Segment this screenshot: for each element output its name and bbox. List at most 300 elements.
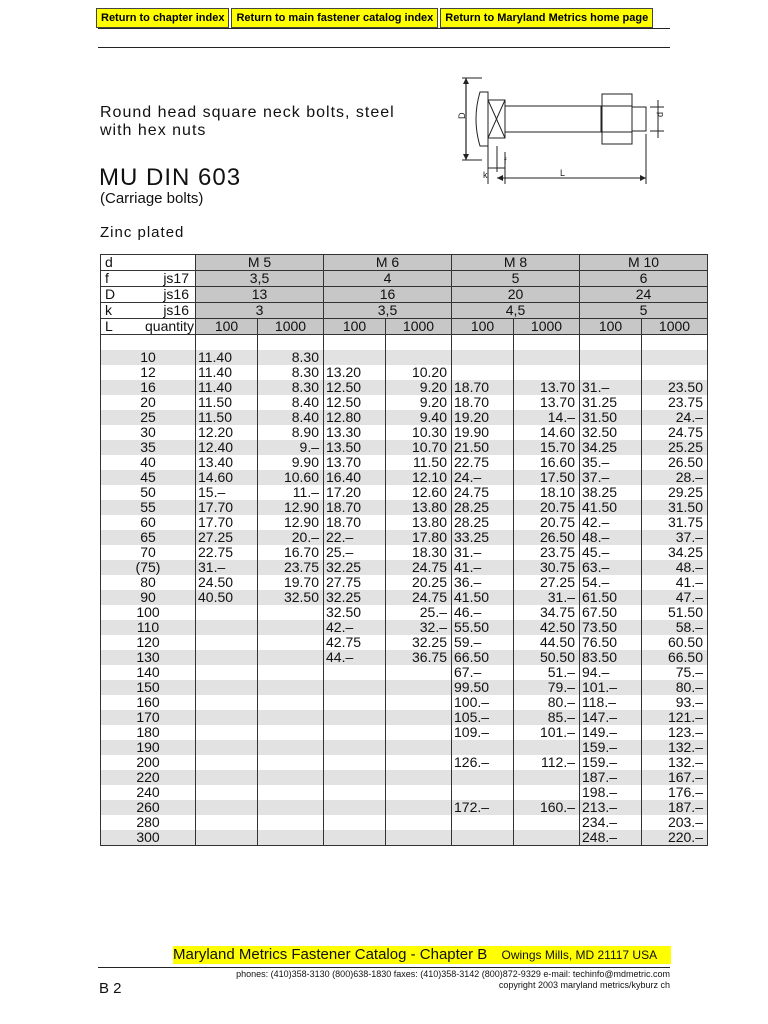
price-cell: 25.–: [386, 605, 452, 620]
table-row: [101, 815, 708, 830]
price-cell: [386, 800, 452, 815]
page-number: B 2: [99, 980, 122, 997]
price-cell: 44.–: [324, 650, 386, 665]
price-cell: [452, 740, 514, 755]
product-code: MU DIN 603: [99, 164, 242, 191]
price-cell: 132.–: [642, 755, 708, 770]
table-row: [101, 425, 708, 440]
price-cell: 63.–: [580, 560, 642, 575]
price-cell: 40.50: [196, 590, 258, 605]
price-cell: 8.40: [258, 410, 324, 425]
length-cell: 190: [101, 740, 196, 755]
price-cell: 118.–: [580, 695, 642, 710]
product-subtitle: (Carriage bolts): [100, 190, 204, 207]
price-cell: 12.80: [324, 410, 386, 425]
price-cell: 28.–: [642, 470, 708, 485]
footer-title: [173, 946, 671, 964]
header-row-D: [101, 287, 708, 303]
length-cell: 80: [101, 575, 196, 590]
price-cell: 75.–: [642, 665, 708, 680]
price-cell: [514, 815, 580, 830]
price-cell: 11.50: [196, 410, 258, 425]
price-cell: [514, 785, 580, 800]
price-cell: 11.50: [196, 395, 258, 410]
price-cell: 22.75: [452, 455, 514, 470]
price-cell: 55.50: [452, 620, 514, 635]
header-k-label: k: [105, 302, 112, 318]
price-cell: 17.80: [386, 530, 452, 545]
price-cell: 13.50: [324, 440, 386, 455]
length-cell: 25: [101, 410, 196, 425]
price-cell: 9.20: [386, 380, 452, 395]
price-cell: 24.–: [642, 410, 708, 425]
price-cell: [514, 830, 580, 846]
length-cell: 70: [101, 545, 196, 560]
top-rule: [98, 28, 670, 29]
price-cell: 234.–: [580, 815, 642, 830]
price-cell: 44.50: [514, 635, 580, 650]
price-cell: 33.25: [452, 530, 514, 545]
price-cell: 31.50: [580, 410, 642, 425]
length-cell: 300: [101, 830, 196, 846]
price-cell: [196, 620, 258, 635]
table-row: [101, 755, 708, 770]
price-cell: [452, 350, 514, 365]
price-cell: 8.30: [258, 365, 324, 380]
price-cell: 19.70: [258, 575, 324, 590]
price-cell: [324, 710, 386, 725]
price-cell: 80.–: [642, 680, 708, 695]
price-cell: 61.50: [580, 590, 642, 605]
price-cell: 32.50: [258, 590, 324, 605]
price-cell: 17.70: [196, 500, 258, 515]
table-row: [101, 650, 708, 665]
price-cell: 16.40: [324, 470, 386, 485]
price-cell: 46.–: [452, 605, 514, 620]
catalog-index-link[interactable]: Return to main fastener catalog index: [231, 8, 438, 28]
price-cell: 18.70: [324, 515, 386, 530]
price-cell: 101.–: [580, 680, 642, 695]
footer-contact: [236, 969, 670, 991]
price-cell: 19.20: [452, 410, 514, 425]
price-cell: [514, 740, 580, 755]
price-cell: 167.–: [642, 770, 708, 785]
price-cell: 159.–: [580, 740, 642, 755]
price-cell: 51.–: [514, 665, 580, 680]
price-cell: [642, 365, 708, 380]
price-cell: [452, 785, 514, 800]
price-cell: [196, 800, 258, 815]
table-row: [101, 800, 708, 815]
price-cell: [642, 350, 708, 365]
price-cell: 149.–: [580, 725, 642, 740]
table-row: [101, 350, 708, 365]
price-cell: 34.25: [642, 545, 708, 560]
price-cell: 26.50: [514, 530, 580, 545]
price-cell: 176.–: [642, 785, 708, 800]
price-cell: 12.90: [258, 515, 324, 530]
price-cell: [258, 635, 324, 650]
price-cell: 13.20: [324, 365, 386, 380]
price-cell: 37.–: [642, 530, 708, 545]
header-D-label: D: [105, 286, 116, 302]
price-cell: 20.75: [514, 515, 580, 530]
price-cell: 24.75: [386, 590, 452, 605]
price-cell: 42.–: [324, 620, 386, 635]
price-cell: 51.50: [642, 605, 708, 620]
dim-D-label: D: [457, 112, 467, 119]
price-cell: [258, 710, 324, 725]
price-cell: 20.75: [514, 500, 580, 515]
price-cell: 45.–: [580, 545, 642, 560]
price-cell: [196, 815, 258, 830]
length-cell: 150: [101, 680, 196, 695]
length-cell: 260: [101, 800, 196, 815]
price-cell: 20.–: [258, 530, 324, 545]
size-m8: M 8: [452, 255, 580, 271]
price-cell: 24.75: [386, 560, 452, 575]
price-cell: 10.20: [386, 365, 452, 380]
length-cell: 110: [101, 620, 196, 635]
price-cell: 123.–: [642, 725, 708, 740]
length-cell: 200: [101, 755, 196, 770]
price-cell: [324, 815, 386, 830]
price-cell: 66.50: [452, 650, 514, 665]
price-cell: 25.–: [324, 545, 386, 560]
price-cell: 8.90: [258, 425, 324, 440]
price-cell: 32.50: [580, 425, 642, 440]
length-cell: 180: [101, 725, 196, 740]
price-cell: 14.–: [514, 410, 580, 425]
price-cell: [324, 755, 386, 770]
price-cell: 67.–: [452, 665, 514, 680]
price-cell: [452, 770, 514, 785]
price-cell: [386, 680, 452, 695]
price-cell: [258, 800, 324, 815]
D-m5: 13: [196, 287, 324, 303]
table-row: [101, 470, 708, 485]
price-cell: 9.20: [386, 395, 452, 410]
price-cell: 31.50: [642, 500, 708, 515]
price-cell: 59.–: [452, 635, 514, 650]
home-page-link[interactable]: Return to Maryland Metrics home page: [440, 8, 653, 28]
length-cell: 45: [101, 470, 196, 485]
price-cell: [386, 830, 452, 846]
table-row: [101, 770, 708, 785]
qty-100: 100: [580, 319, 642, 335]
price-cell: 42.50: [514, 620, 580, 635]
price-cell: 18.70: [452, 380, 514, 395]
price-cell: 15.70: [514, 440, 580, 455]
price-cell: 19.90: [452, 425, 514, 440]
price-cell: 48.–: [642, 560, 708, 575]
price-cell: 42.–: [580, 515, 642, 530]
header-row-d: [101, 255, 708, 271]
finish-label: Zinc plated: [100, 224, 185, 241]
length-cell: 65: [101, 530, 196, 545]
price-cell: 18.30: [386, 545, 452, 560]
price-cell: [324, 785, 386, 800]
table-row: [101, 635, 708, 650]
size-m6: M 6: [324, 255, 452, 271]
price-cell: 9.40: [386, 410, 452, 425]
length-cell: 16: [101, 380, 196, 395]
table-row: [101, 530, 708, 545]
price-cell: [580, 350, 642, 365]
k-m10: 5: [580, 303, 708, 319]
price-cell: 105.–: [452, 710, 514, 725]
k-m6: 3,5: [324, 303, 452, 319]
table-row: [101, 725, 708, 740]
k-m8: 4,5: [452, 303, 580, 319]
price-cell: [386, 710, 452, 725]
header-row-L: [101, 319, 708, 335]
price-cell: 16.60: [514, 455, 580, 470]
length-cell: 55: [101, 500, 196, 515]
price-cell: 85.–: [514, 710, 580, 725]
footer-rule: [98, 967, 670, 968]
length-cell: 12: [101, 365, 196, 380]
price-cell: [324, 695, 386, 710]
length-cell: 160: [101, 695, 196, 710]
qty-1000: 1000: [258, 319, 324, 335]
price-cell: [196, 650, 258, 665]
price-cell: [386, 350, 452, 365]
price-cell: 80.–: [514, 695, 580, 710]
price-cell: 31.–: [514, 590, 580, 605]
price-cell: 93.–: [642, 695, 708, 710]
length-cell: 170: [101, 710, 196, 725]
price-cell: 11.40: [196, 365, 258, 380]
price-cell: 9.–: [258, 440, 324, 455]
price-cell: [514, 770, 580, 785]
price-cell: [580, 365, 642, 380]
footer-company: Maryland Metrics: [173, 946, 288, 963]
price-cell: 60.50: [642, 635, 708, 650]
length-cell: 10: [101, 350, 196, 365]
price-cell: [196, 830, 258, 846]
price-table: [100, 254, 708, 846]
price-cell: 12.90: [258, 500, 324, 515]
price-cell: [386, 770, 452, 785]
price-cell: [386, 725, 452, 740]
table-row: [101, 395, 708, 410]
price-cell: 18.10: [514, 485, 580, 500]
table-row: [101, 785, 708, 800]
price-cell: 109.–: [452, 725, 514, 740]
table-row: [101, 440, 708, 455]
price-cell: 12.40: [196, 440, 258, 455]
price-cell: [324, 800, 386, 815]
price-cell: 34.75: [514, 605, 580, 620]
price-cell: [324, 740, 386, 755]
price-cell: [196, 680, 258, 695]
price-cell: [514, 350, 580, 365]
price-cell: 23.50: [642, 380, 708, 395]
price-cell: [258, 680, 324, 695]
price-rows: [101, 350, 708, 846]
price-cell: [324, 665, 386, 680]
price-cell: 10.30: [386, 425, 452, 440]
price-cell: 27.75: [324, 575, 386, 590]
price-cell: 12.20: [196, 425, 258, 440]
price-cell: 32.25: [324, 590, 386, 605]
header-row-f: [101, 271, 708, 287]
footer-location: Owings Mills, MD 21117 USA: [501, 948, 658, 962]
length-cell: 220: [101, 770, 196, 785]
price-cell: 66.50: [642, 650, 708, 665]
price-cell: 36.75: [386, 650, 452, 665]
price-cell: 31.–: [452, 545, 514, 560]
price-cell: 29.25: [642, 485, 708, 500]
price-cell: [196, 785, 258, 800]
price-cell: 11.–: [258, 485, 324, 500]
qty-1000: 1000: [514, 319, 580, 335]
price-cell: [324, 350, 386, 365]
price-cell: 10.70: [386, 440, 452, 455]
product-title: [100, 104, 395, 140]
price-cell: 27.25: [514, 575, 580, 590]
price-cell: [196, 710, 258, 725]
price-cell: 94.–: [580, 665, 642, 680]
price-cell: [514, 365, 580, 380]
table-row: [101, 365, 708, 380]
price-cell: 32.25: [324, 560, 386, 575]
price-cell: 12.50: [324, 395, 386, 410]
price-cell: [196, 740, 258, 755]
price-cell: 8.40: [258, 395, 324, 410]
price-cell: 22.75: [196, 545, 258, 560]
price-cell: [196, 695, 258, 710]
dim-k-label: k: [483, 170, 488, 180]
price-cell: 13.80: [386, 500, 452, 515]
table-row: [101, 590, 708, 605]
price-cell: 172.–: [452, 800, 514, 815]
price-cell: 147.–: [580, 710, 642, 725]
price-cell: [258, 740, 324, 755]
header-f-label: f: [105, 270, 109, 286]
price-cell: 27.25: [196, 530, 258, 545]
price-cell: 12.60: [386, 485, 452, 500]
table-row: [101, 620, 708, 635]
price-cell: 23.75: [258, 560, 324, 575]
price-cell: 13.70: [324, 455, 386, 470]
price-cell: 11.40: [196, 350, 258, 365]
price-cell: [258, 770, 324, 785]
price-cell: [386, 755, 452, 770]
price-cell: 132.–: [642, 740, 708, 755]
length-cell: 130: [101, 650, 196, 665]
price-cell: 42.75: [324, 635, 386, 650]
title-line-2: with hex nuts: [100, 122, 207, 139]
price-cell: 99.50: [452, 680, 514, 695]
price-cell: 18.70: [452, 395, 514, 410]
bolt-drawing: [452, 72, 674, 194]
price-cell: 76.50: [580, 635, 642, 650]
price-cell: [324, 680, 386, 695]
price-cell: 121.–: [642, 710, 708, 725]
price-cell: 30.75: [514, 560, 580, 575]
length-cell: 60: [101, 515, 196, 530]
header-D-suffix: js16: [163, 286, 189, 302]
price-cell: 187.–: [642, 800, 708, 815]
price-cell: 54.–: [580, 575, 642, 590]
price-cell: [196, 770, 258, 785]
nav-bar: [96, 8, 653, 28]
price-cell: 21.50: [452, 440, 514, 455]
price-cell: 248.–: [580, 830, 642, 846]
D-m6: 16: [324, 287, 452, 303]
price-cell: 28.25: [452, 500, 514, 515]
price-cell: 32.–: [386, 620, 452, 635]
price-cell: [258, 815, 324, 830]
price-cell: [386, 740, 452, 755]
price-cell: 20.25: [386, 575, 452, 590]
price-cell: 10.60: [258, 470, 324, 485]
header-rule: [98, 47, 670, 48]
price-cell: 31.–: [196, 560, 258, 575]
table-row: [101, 695, 708, 710]
header-L-label: L: [105, 318, 113, 334]
header-L-suffix: quantity: [145, 318, 195, 334]
price-cell: 79.–: [514, 680, 580, 695]
price-cell: 36.–: [452, 575, 514, 590]
qty-1000: 1000: [386, 319, 452, 335]
price-cell: [258, 725, 324, 740]
qty-100: 100: [196, 319, 258, 335]
price-cell: 67.50: [580, 605, 642, 620]
price-cell: 17.70: [196, 515, 258, 530]
price-cell: 112.–: [514, 755, 580, 770]
price-cell: [258, 785, 324, 800]
f-m10: 6: [580, 271, 708, 287]
qty-100: 100: [452, 319, 514, 335]
table-row: [101, 740, 708, 755]
header-k-suffix: js16: [163, 302, 189, 318]
table-row: [101, 410, 708, 425]
price-cell: 41.–: [452, 560, 514, 575]
price-cell: 38.25: [580, 485, 642, 500]
length-cell: 35: [101, 440, 196, 455]
price-cell: 13.80: [386, 515, 452, 530]
price-cell: [386, 695, 452, 710]
price-cell: 41.–: [642, 575, 708, 590]
qty-1000: 1000: [642, 319, 708, 335]
copyright-line: copyright 2003 maryland metrics/kyburz ch: [498, 980, 670, 990]
price-cell: 8.30: [258, 350, 324, 365]
price-cell: [452, 830, 514, 846]
qty-100: 100: [324, 319, 386, 335]
length-cell: 50: [101, 485, 196, 500]
price-cell: 203.–: [642, 815, 708, 830]
price-cell: 11.50: [386, 455, 452, 470]
price-cell: 24.50: [196, 575, 258, 590]
f-m8: 5: [452, 271, 580, 287]
price-cell: 23.75: [514, 545, 580, 560]
table-row: [101, 380, 708, 395]
D-m10: 24: [580, 287, 708, 303]
chapter-index-link[interactable]: Return to chapter index: [96, 8, 229, 28]
price-cell: [386, 665, 452, 680]
price-cell: 37.–: [580, 470, 642, 485]
header-f-suffix: js17: [163, 270, 189, 286]
price-cell: 32.50: [324, 605, 386, 620]
table-row: [101, 680, 708, 695]
price-cell: [258, 650, 324, 665]
length-cell: 20: [101, 395, 196, 410]
price-cell: 8.30: [258, 380, 324, 395]
table-row: [101, 710, 708, 725]
